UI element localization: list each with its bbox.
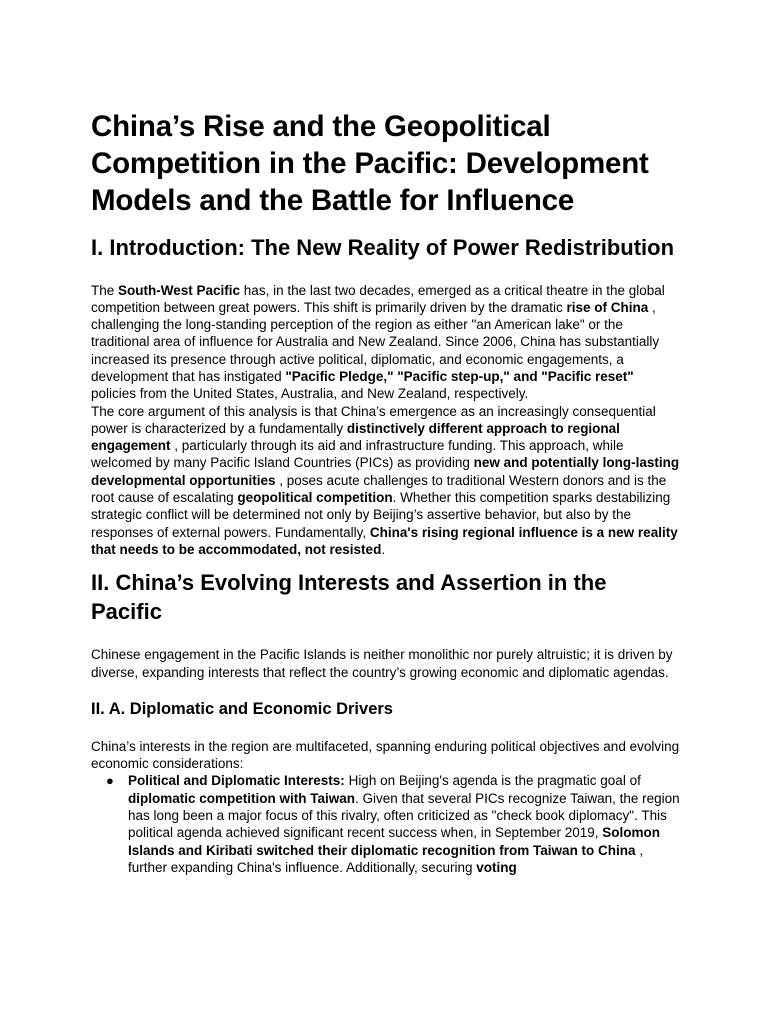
subsection-heading-2a: II. A. Diplomatic and Economic Drivers <box>91 699 393 718</box>
bold-run: China's rising regional influence is a new reality that needs to be accommodated, not resisted <box>91 524 678 557</box>
document-body <box>91 108 681 876</box>
text-run: High on Beijing's agenda is the pragmatic goal of <box>344 773 641 789</box>
bold-run: voting <box>476 859 517 875</box>
bold-run: Political and Diplomatic Interests: <box>128 773 345 789</box>
bold-run: rise of China <box>566 299 649 315</box>
bold-run: new and potentially long-lasting developmental opportunities <box>91 455 680 488</box>
bold-run: South-West Pacific <box>118 282 241 298</box>
list-item <box>106 772 681 876</box>
text-run: . <box>381 541 386 557</box>
section-heading-introduction: I. Introduction: The New Reality of Power Redistribution <box>91 235 675 260</box>
text-run: , challenging the long-standing perception of the region as either "an American lake" or the traditional area of influence for Australia and New Zealand. Since 2006, China has substantially increased its presence through active political, diplomatic, and economic engagements, a development that has instigated <box>91 299 660 384</box>
intro-paragraph-1 <box>91 282 681 403</box>
bullet-icon: ● <box>106 773 114 789</box>
section-2a-paragraph: China’s interests in the region are multifaceted, spanning enduring political objectives and evolving economic considerations: <box>91 738 680 772</box>
text-run: policies from the United States, Australia, and New Zealand, respectively. <box>91 386 529 402</box>
bold-run: Solomon Islands and Kiribati switched their diplomatic recognition from Taiwan to China <box>128 825 661 858</box>
section-heading-2: II. China’s Evolving Interests and Assertion in the Pacific <box>91 570 607 624</box>
bold-run: "Pacific Pledge," "Pacific step-up," and "Pacific reset" <box>285 368 634 384</box>
section-2-paragraph: Chinese engagement in the Pacific Islands is neither monolithic nor purely altruistic; it is driven by diverse, expanding interests that reflect the country’s growing economic and diplomatic agendas. <box>91 647 673 680</box>
text-run: The <box>91 282 119 298</box>
text-run: has, in the last two decades, emerged as a critical theatre in the global competition between great powers. This shift is primarily driven by the dramatic <box>91 282 665 315</box>
document-title: China’s Rise and the Geopolitical Competition in the Pacific: Development Models and the Battle for Influence <box>91 110 649 217</box>
text-run: , further expanding China's influence. Additionally, securing <box>128 842 644 875</box>
bold-run: diplomatic competition with Taiwan <box>128 790 356 806</box>
intro-paragraph-2 <box>91 403 681 559</box>
text-run: The core argument of this analysis is that China’s emergence as an increasingly consequential power is characterized by a fundamentally <box>91 403 656 436</box>
bold-run: geopolitical competition <box>237 490 393 506</box>
text-run: , poses acute challenges to traditional Western donors and is the root cause of escalating <box>91 472 667 506</box>
text-run: . Given that several PICs recognize Taiwan, the region has long been a major focus of this rivalry, often criticized as "check book diplomacy". This political agenda achieved significant recent success when, in September 2019, <box>128 790 680 841</box>
text-run: . Whether this competition sparks destabilizing strategic conflict will be determined not only by Beijing’s assertive behavior, but also by the responses of external powers. Fundamentally, <box>91 490 671 540</box>
bold-run: distinctively different approach to regional engagement <box>91 420 620 454</box>
text-run: , particularly through its aid and infrastructure funding. This approach, while welcomed by many Pacific Island Countries (PICs) as providing <box>91 438 624 471</box>
bullet-list <box>91 772 681 876</box>
